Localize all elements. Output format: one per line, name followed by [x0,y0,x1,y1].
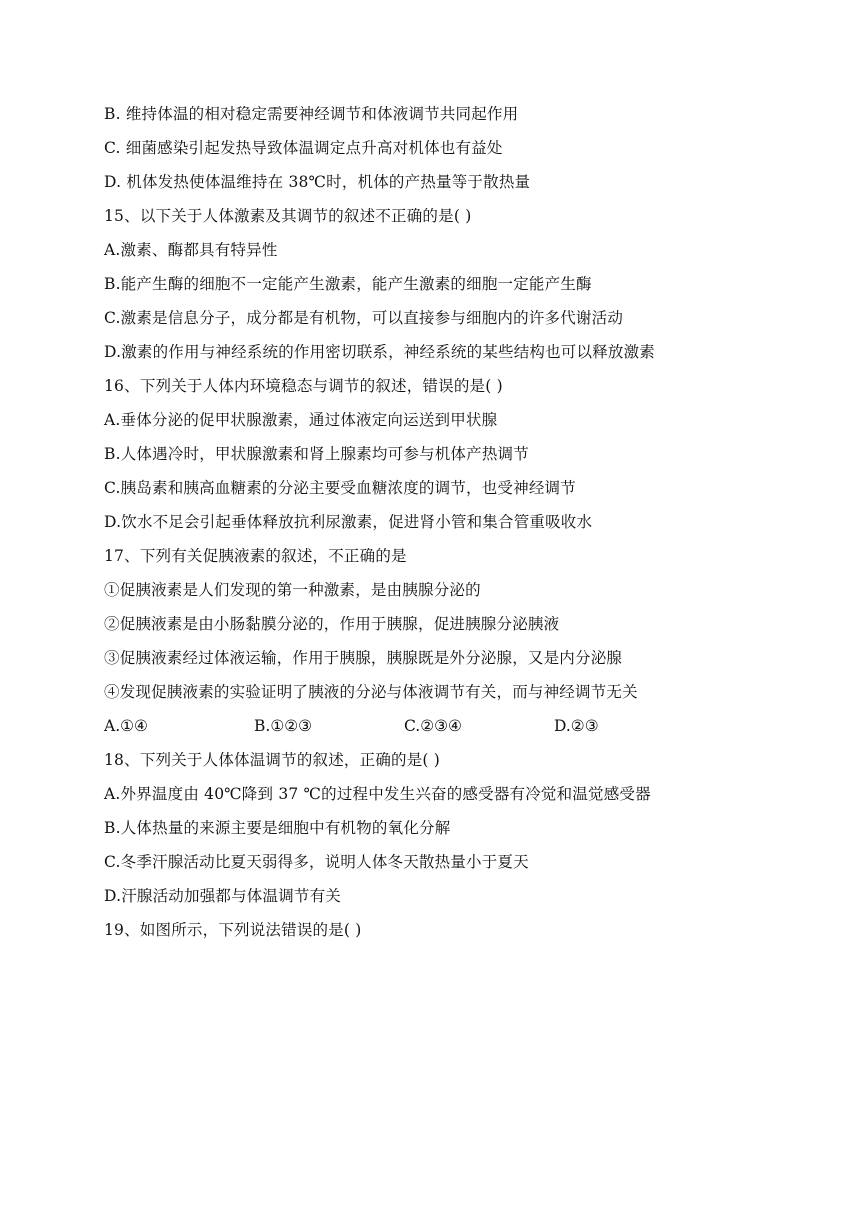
q15-option-c: C.激素是信息分子，成分都是有机物，可以直接参与细胞内的许多代谢活动 [104,309,624,327]
q18-option-a: A.外界温度由 40℃降到 37 ℃的过程中发生兴奋的感受器有冷觉和温觉感受器 [104,785,651,803]
q14-option-d: D. 机体发热使体温维持在 38℃时，机体的产热量等于散热量 [104,173,531,191]
q17-choice-c: C.②③④ [404,717,462,735]
q19-stem: 19、如图所示，下列说法错误的是( ) [104,921,362,939]
q15-option-d: D.激素的作用与神经系统的作用密切联系，神经系统的某些结构也可以释放激素 [104,343,656,361]
q15-option-a: A.激素、酶都具有特异性 [104,241,278,259]
exam-page [104,97,804,947]
q18-option-c: C.冬季汗腺活动比夏天弱得多，说明人体冬天散热量小于夏天 [104,853,529,871]
q16-option-c: C.胰岛素和胰高血糖素的分泌主要受血糖浓度的调节，也受神经调节 [104,479,576,497]
q17-statement-1: ①促胰液素是人们发现的第一种激素，是由胰腺分泌的 [104,581,481,599]
q17-statement-2: ②促胰液素是由小肠黏膜分泌的，作用于胰腺，促进胰腺分泌胰液 [104,615,560,633]
q16-option-a: A.垂体分泌的促甲状腺激素，通过体液定向运送到甲状腺 [104,411,498,429]
q18-option-b: B.人体热量的来源主要是细胞中有机物的氧化分解 [104,819,451,837]
q17-statement-3: ③促胰液素经过体液运输，作用于胰腺，胰腺既是外分泌腺，又是内分泌腺 [104,649,623,667]
q16-option-b: B.人体遇冷时，甲状腺激素和肾上腺素均可参与机体产热调节 [104,445,529,463]
q17-choice-b: B.①②③ [254,717,313,735]
q17-choice-d: D.②③ [554,717,599,735]
q14-option-b: B. 维持体温的相对稳定需要神经调节和体液调节共同起作用 [104,105,519,123]
q15-option-b: B.能产生酶的细胞不一定能产生激素，能产生激素的细胞一定能产生酶 [104,275,592,293]
q16-stem: 16、下列关于人体内环境稳态与调节的叙述，错误的是( ) [104,377,503,395]
q18-option-d: D.汗腺活动加强都与体温调节有关 [104,887,342,905]
q14-option-c: C. 细菌感染引起发热导致体温调定点升高对机体也有益处 [104,139,503,157]
q15-stem: 15、以下关于人体激素及其调节的叙述不正确的是( ) [104,207,472,225]
q16-option-d: D.饮水不足会引起垂体释放抗利尿激素，促进肾小管和集合管重吸收水 [104,513,593,531]
q17-choices [104,709,804,743]
q17-statement-4: ④发现促胰液素的实验证明了胰液的分泌与体液调节有关，而与神经调节无关 [104,683,638,701]
q17-choice-a: A.①④ [104,717,148,735]
q17-stem: 17、下列有关促胰液素的叙述，不正确的是 [104,547,407,565]
q18-stem: 18、下列关于人体体温调节的叙述，正确的是( ) [104,751,441,769]
